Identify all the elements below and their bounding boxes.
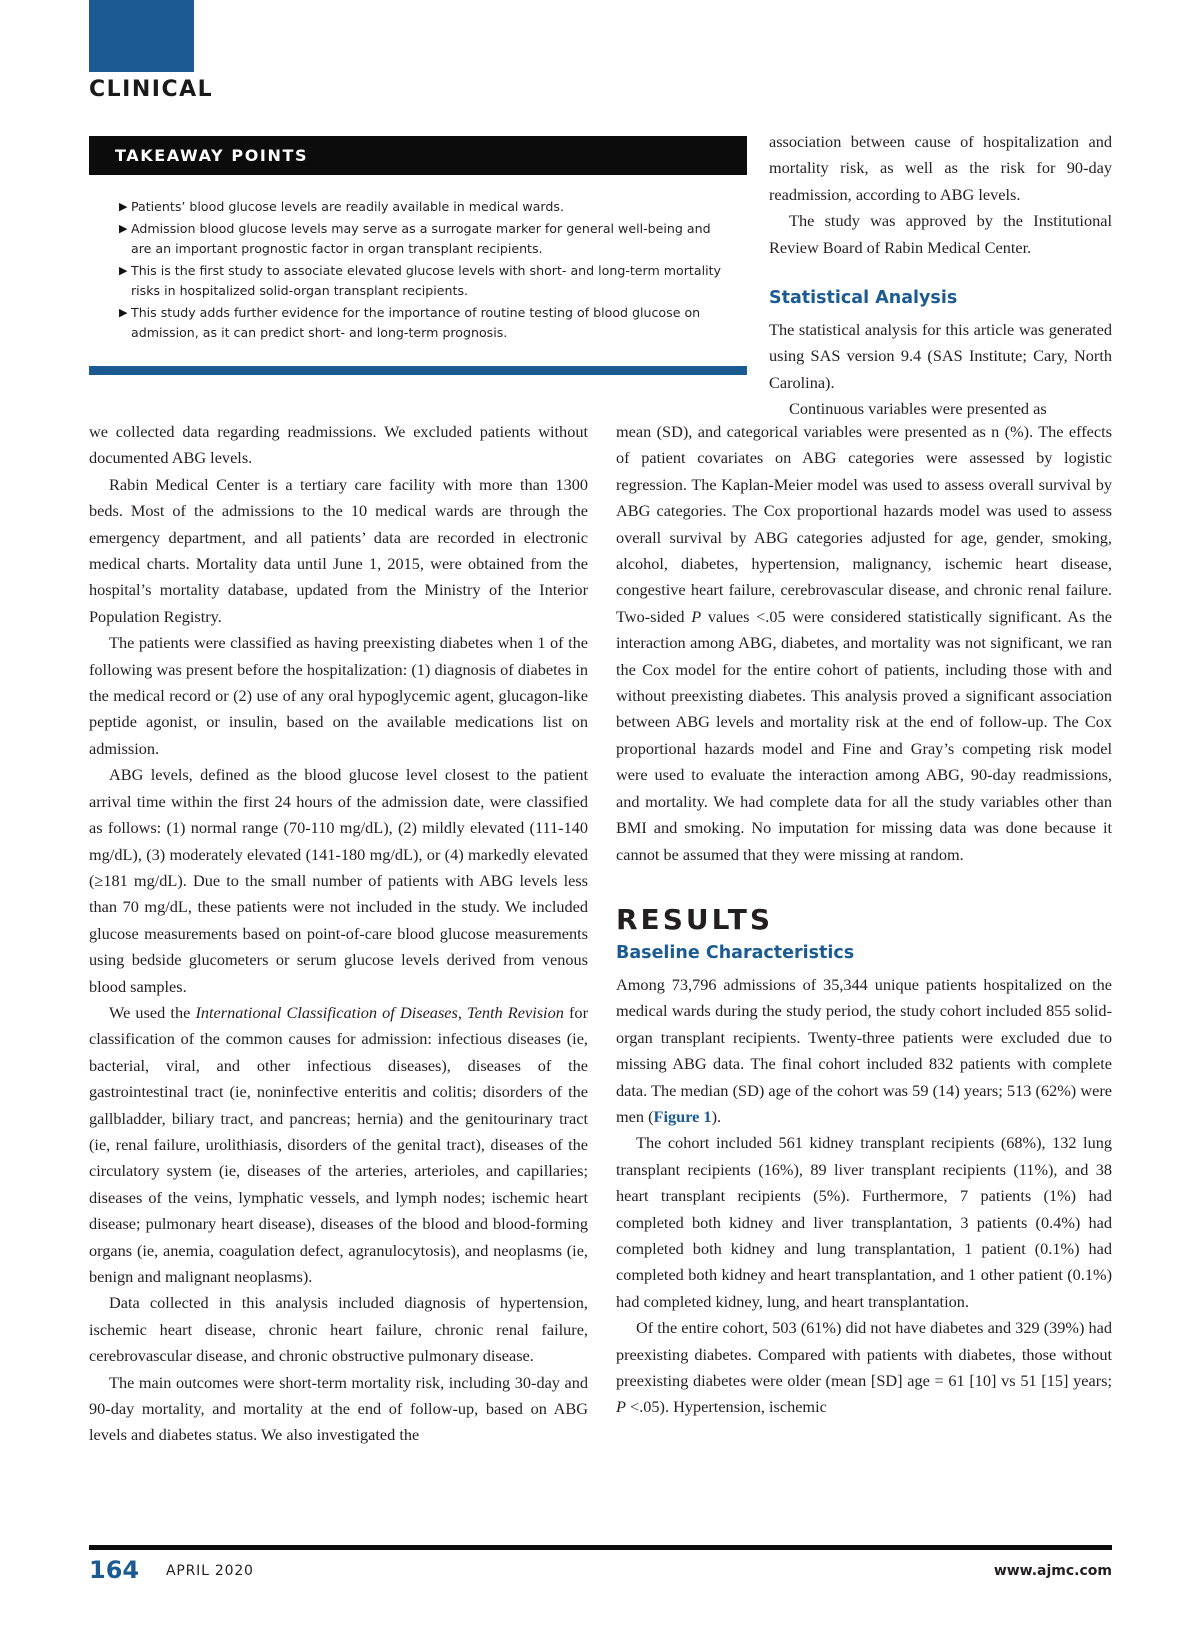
icd-title: International Classification of Diseases, Tenth Revision xyxy=(195,1002,564,1022)
right-column xyxy=(616,419,1112,1421)
triangle-bullet-icon: ▶ xyxy=(119,306,128,319)
triangle-bullet-icon: ▶ xyxy=(119,264,128,277)
takeaway-item: ▶ Admission blood glucose levels may serve as a surrogate marker for general well-being and are an important prognostic factor in organ transplant recipients. xyxy=(119,221,711,256)
body-paragraph: association between cause of hospitalization and mortality risk, as well as the risk for 90-day readmission, according to ABG levels. xyxy=(769,132,1112,204)
body-paragraph: Data collected in this analysis included diagnosis of hypertension, ischemic heart disease, chronic heart failure, chronic renal failure, cerebrovascular disease, and chronic obstructive pulmonary disease. xyxy=(89,1293,588,1366)
body-paragraph: The study was approved by the Institutional Review Board of Rabin Medical Center. xyxy=(769,211,1112,257)
body-paragraph: ABG levels, defined as the blood glucose level closest to the patient arrival time within the first 24 hours of the admission date, were classified as follows: (1) normal range (70-110 mg/dL), (2) mildly elevated (111-140 mg/dL), (3) moderately elevated (141-180 mg/dL), or (4) markedly elevated (≥181 mg/dL). Due to the small number of patients with ABG levels less than 70 mg/dL, these patients were not included in the study. We included glucose measurements based on point-of-care blood glucose measurements using bedside glucometers or serum glucose levels derived from venous blood samples. xyxy=(89,765,588,996)
issue-date: APRIL 2020 xyxy=(166,1563,254,1579)
footer-rule xyxy=(89,1545,1112,1550)
takeaway-title: TAKEAWAY POINTS xyxy=(89,136,747,175)
body-paragraph: We used the International Classification of Diseases, Tenth Revision for classification of the common causes for admission: infectious diseases (ie, bacterial, viral, and other infectious diseases), diseases of the gastrointestinal tract (ie, noninfective enteritis and colitis; disorders of the gallbladder, biliary tract, and pancreas; hernia) and the genitourinary tract (ie, renal failure, urolithiasis, disorders of the genital tract), diseases of the circulatory system (ie, diseases of the arteries, arterioles, and capillaries; diseases of the veins, lymphatic vessels, and lymph nodes; ischemic heart disease; pulmonary heart disease), diseases of the blood and blood-forming organs (ie, anemia, coagulation defect, agranulocytosis), and neoplasms (ie, benign and malignant neoplasms). xyxy=(89,1002,588,1286)
triangle-bullet-icon: ▶ xyxy=(119,200,128,213)
body-paragraph: Among 73,796 admissions of 35,344 unique patients hospitalized on the medical wards during the study period, the study cohort included 855 solid-organ transplant recipients. Twenty-three patients were excluded due to missing ABG data. The final cohort included 832 patients with complete data. The median (SD) age of the cohort was 59 (14) years; 513 (62%) were men (Figure 1). xyxy=(616,974,1112,1126)
website-link[interactable]: www.ajmc.com xyxy=(993,1563,1112,1579)
body-paragraph: we collected data regarding readmissions. We excluded patients without documented ABG levels. xyxy=(89,422,588,468)
figure-1-link[interactable]: Figure 1 xyxy=(653,1106,712,1126)
body-paragraph: Of the entire cohort, 503 (61%) did not have diabetes and 329 (39%) had preexisting diabetes. Compared with patients with diabetes, those without preexisting diabetes were older (mean [SD] age = 61 [10] vs 51 [15] years; P <.05). Hypertension, ischemic xyxy=(616,1318,1112,1417)
body-paragraph: Continuous variables were presented as xyxy=(789,399,1047,419)
section-label: CLINICAL xyxy=(89,77,214,102)
body-paragraph: Rabin Medical Center is a tertiary care facility with more than 1300 beds. Most of the admissions to the 10 medical wards are through the emergency department, and all patients’ data are recorded in electronic medical charts. Mortality data until June 1, 2015, were obtained from the hospital’s mortality database, updated from the Ministry of the Interior Population Registry. xyxy=(89,474,588,626)
body-paragraph: The cohort included 561 kidney transplant recipients (68%), 132 lung transplant recipients (16%), 89 liver transplant recipients (11%), and 38 heart transplant recipients (5%). Furthermore, 7 patients (1%) had completed both kidney and liver transplantation, 3 patients (0.4%) had completed both kidney and lung transplantation, 1 patient (0.1%) had completed both kidney and heart transplantation, and 1 other patient (0.1%) had completed kidney, lung, and heart transplantation. xyxy=(616,1133,1112,1311)
takeaway-list xyxy=(89,175,747,343)
takeaway-bottom-rule xyxy=(89,366,747,375)
triangle-bullet-icon: ▶ xyxy=(119,222,128,235)
page-number: 164 xyxy=(89,1556,140,1584)
takeaway-item: ▶ This study adds further evidence for the importance of routine testing of blood glucose on admission, as it can predict short- and long-term prognosis. xyxy=(119,305,701,340)
section-color-tab xyxy=(89,0,194,72)
right-column-top xyxy=(769,129,1112,423)
body-paragraph: mean (SD), and categorical variables were presented as n (%). The effects of patient covariates on ABG categories were assessed by logistic regression. The Kaplan-Meier model was used to assess overall survival by ABG categories. The Cox proportional hazards model was used to assess overall survival by ABG categories adjusted for age, gender, smoking, alcohol, diabetes, hypertension, malignancy, ischemic heart disease, congestive heart failure, cerebrovascular disease, and chronic renal failure. Two-sided P values <.05 were considered statistically significant. As the interaction among ABG, diabetes, and mortality was not significant, we ran the Cox model for the entire cohort of patients, including those with and without preexisting diabetes. This analysis proved a significant association between ABG levels and mortality risk at the end of follow-up. The Cox proportional hazards model and Fine and Gray’s competing risk model were used to evaluate the interaction among ABG, 90-day readmissions, and mortality. We had complete data for all the study variables other than BMI and smoking. No imputation for missing data was done because it cannot be assumed that they were missing at random. xyxy=(616,422,1112,864)
results-heading: RESULTS xyxy=(616,902,774,936)
statistical-analysis-heading: Statistical Analysis xyxy=(769,288,958,309)
takeaway-item: ▶ Patients’ blood glucose levels are readily available in medical wards. xyxy=(89,197,747,217)
baseline-characteristics-heading: Baseline Characteristics xyxy=(616,942,855,963)
takeaway-box xyxy=(89,136,747,345)
takeaway-item: ▶ This is the first study to associate elevated glucose levels with short- and long-term mortality risks in hospitalized solid-organ transplant recipients. xyxy=(119,263,721,298)
body-paragraph: The statistical analysis for this article was generated using SAS version 9.4 (SAS Institute; Cary, North Carolina). xyxy=(769,320,1112,392)
body-paragraph: The patients were classified as having preexisting diabetes when 1 of the following was present before the hospitalization: (1) diagnosis of diabetes in the medical record or (2) use of any oral hypoglycemic agent, glucagon-like peptide agonist, or insulin, based on the available medications list on admission. xyxy=(89,633,588,758)
body-paragraph: The main outcomes were short-term mortality risk, including 30-day and 90-day mortality, and mortality at the end of follow-up, based on ABG levels and diabetes status. We also investigated the xyxy=(89,1372,588,1445)
left-column xyxy=(89,419,588,1449)
